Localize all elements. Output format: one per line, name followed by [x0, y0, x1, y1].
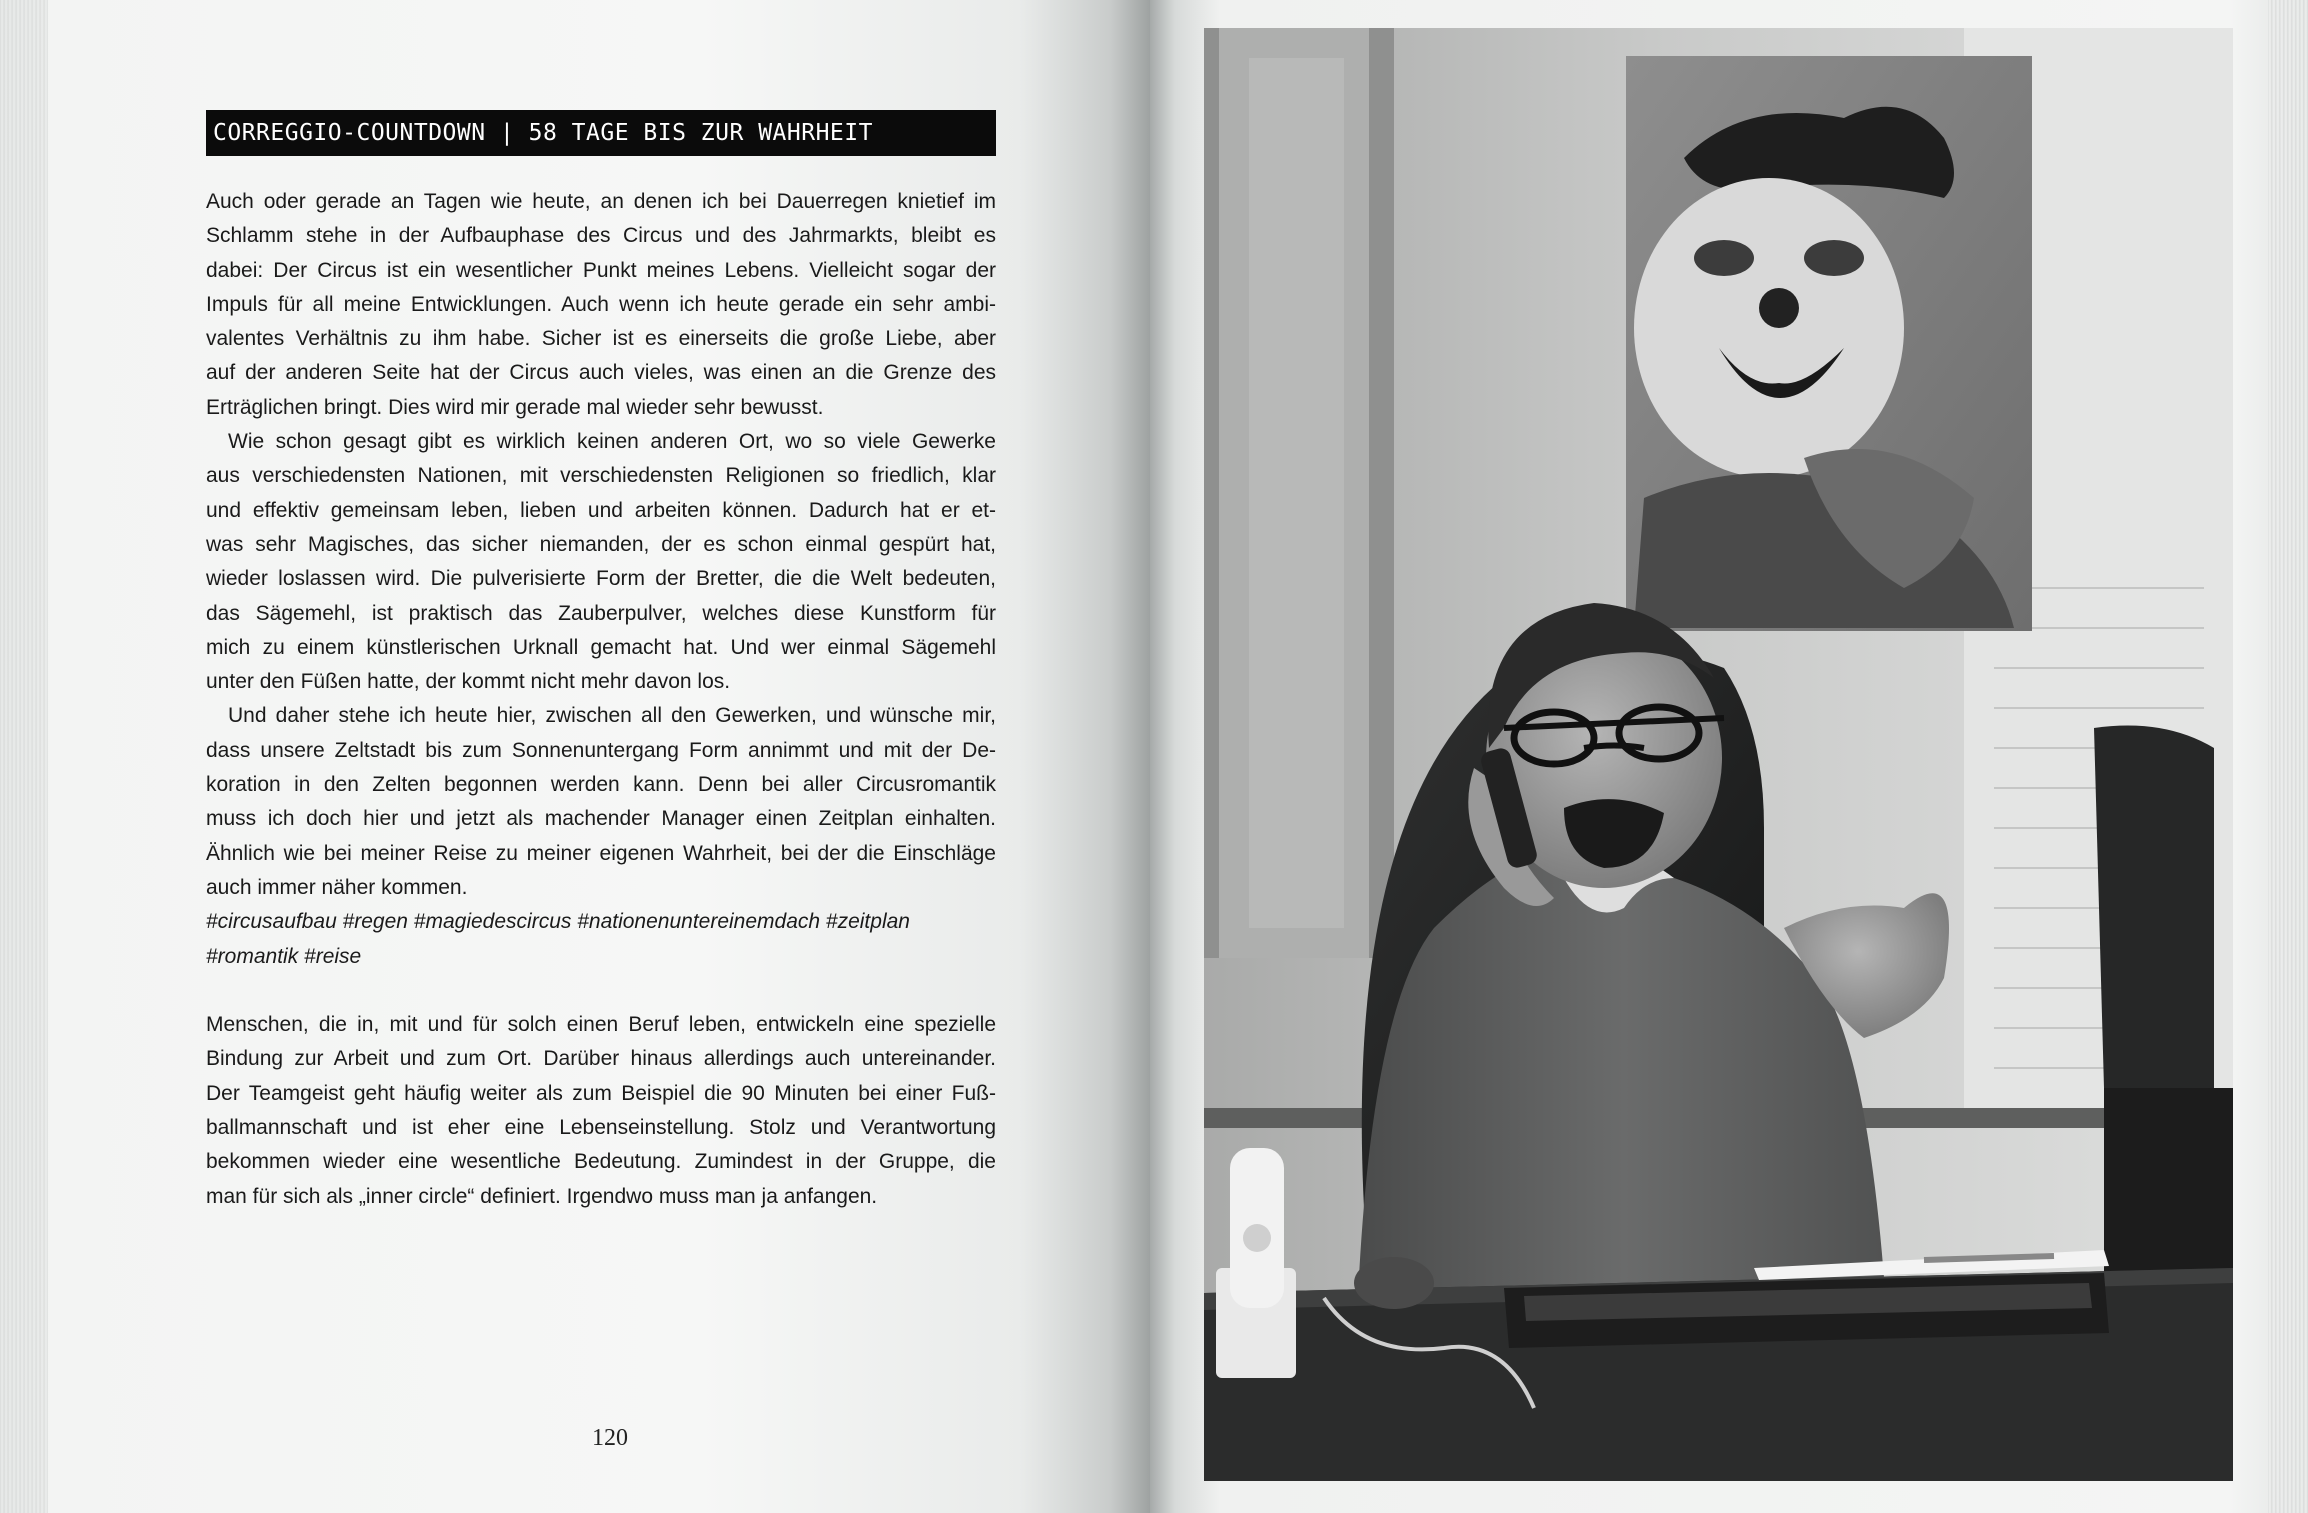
- section-headline: CORREGGIO-COUNTDOWN | 58 TAGE BIS ZUR WAHRHEIT: [206, 110, 996, 156]
- text-line: man für sich als „inner circle“ definiert. Irgendwo muss man ja anfangen.: [206, 1184, 878, 1208]
- hashtag-line: #circusaufbau #regen #magiedescircus #nationenuntereinemdach #zeitplan: [206, 910, 910, 934]
- clown-painting-icon: [1626, 56, 2032, 631]
- left-page: [0, 0, 1150, 1513]
- paragraph-spacer: [206, 974, 996, 1008]
- text-line: Der Teamgeist geht häufig weiter als zum Beispiel die 90 Minuten bei einer Fuß-: [206, 1081, 996, 1105]
- hashtag-line: #romantik #reise: [206, 944, 362, 968]
- text-line: und effektiv gemeinsam leben, lieben und arbeiten können. Dadurch hat er et-: [206, 498, 996, 522]
- text-line: auf der anderen Seite hat der Circus auch vieles, was einen an die Grenze des: [206, 361, 996, 385]
- text-line: Menschen, die in, mit und für solch einen Beruf leben, entwickeln eine spezielle: [206, 1013, 996, 1037]
- text-line: wieder loslassen wird. Die pulverisierte Form der Bretter, die die Welt bedeuten,: [206, 567, 996, 591]
- text-line: dabei: Der Circus ist ein wesentlicher Punkt meines Lebens. Vielleicht sogar der: [206, 258, 996, 282]
- text-line: Erträglichen bringt. Dies wird mir gerade mal wieder sehr bewusst.: [206, 395, 824, 419]
- text-line: Schlamm stehe in der Aufbauphase des Circus und des Jahrmarkts, bleibt es: [206, 224, 996, 248]
- page-edge-left: [0, 0, 48, 1513]
- text-line: bekommen wieder eine wesentliche Bedeutung. Zumindest in der Gruppe, die: [206, 1150, 996, 1174]
- text-line: mich zu einem künstlerischen Urknall gemacht hat. Und wer einmal Sägemehl: [206, 635, 996, 659]
- text-line: Ähnlich wie bei meiner Reise zu meiner eigenen Wahrheit, bei der die Einschläge: [206, 841, 996, 865]
- text-line: was sehr Magisches, das sicher niemanden, der es schon einmal gespürt hat,: [206, 532, 996, 556]
- page-number: 120: [592, 1425, 628, 1451]
- text-line: koration in den Zelten begonnen werden kann. Denn bei aller Circusromantik: [206, 773, 996, 797]
- text-line: valentes Verhältnis zu ihm habe. Sicher ist es einerseits die große Liebe, aber: [206, 327, 996, 351]
- text-line: aus verschiedensten Nationen, mit verschiedensten Religionen so friedlich, klar: [206, 464, 996, 488]
- text-line: Wie schon gesagt gibt es wirklich keinen anderen Ort, wo so viele Gewerke: [228, 430, 996, 454]
- text-line: Auch oder gerade an Tagen wie heute, an denen ich bei Dauerregen knietief im: [206, 190, 996, 213]
- text-line: Bindung zur Arbeit und zum Ort. Darüber hinaus allerdings auch untereinander.: [206, 1047, 996, 1071]
- text-line: unter den Füßen hatte, der kommt nicht mehr davon los.: [206, 670, 731, 694]
- text-line: Impuls für all meine Entwicklungen. Auch wenn ich heute gerade ein sehr ambi-: [206, 292, 996, 316]
- page-edge-right: [2268, 0, 2308, 1513]
- text-line: dass unsere Zeltstadt bis zum Sonnenuntergang Form annimmt und mit der De-: [206, 738, 996, 762]
- text-line: das Sägemehl, ist praktisch das Zauberpulver, welches diese Kunstform für: [206, 601, 996, 625]
- body-text: [206, 185, 996, 1214]
- photo-icon: [1204, 28, 2233, 1481]
- text-line: auch immer näher kommen.: [206, 875, 468, 899]
- text-line: Und daher stehe ich heute hier, zwischen all den Gewerken, und wünsche mir,: [228, 704, 996, 728]
- text-line: muss ich doch hier und jetzt als machender Manager einen Zeitplan einhalten.: [206, 807, 996, 831]
- text-line: ballmannschaft und ist eher eine Lebenseinstellung. Stolz und Verantwortung: [206, 1116, 996, 1140]
